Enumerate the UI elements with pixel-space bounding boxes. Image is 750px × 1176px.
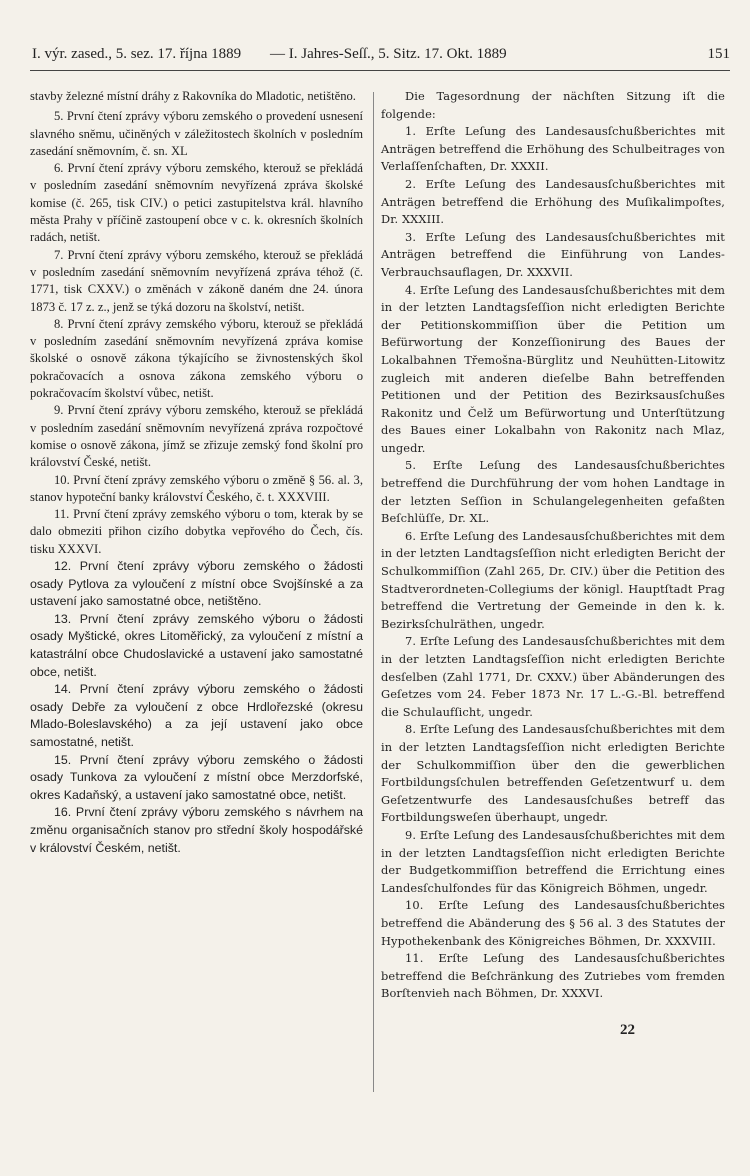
paragraph: 8. První čtení zprávy zemského výboru, kterouž se překládá v posledním zasedání sněmovním nevyřízená zpráva komise školské o osnově zákona týkajícího se živnostenských škol pokračovacích a osnova zákona zemského výboru o pokračovacím školství vůbec, netišt. xyxy=(30,316,363,401)
paragraph: 13. První čtení zprávy zemského výboru o žádosti osady Myštické, okres Litoměřický, za vyloučení z místní a katastrální obce Chudoslavické a ustavení jako samostatné obce, netišt. xyxy=(30,611,363,679)
paragraph: 1. Erſte Leſung des Landesausſchußberichtes mit Anträgen betreffend die Erhöhung des Schulbeitrages von Verlaſſenſchaften, Dr. XXXII. xyxy=(381,124,725,174)
paragraph: 6. První čtení zprávy výboru zemského, kterouž se překládá v posledním zasedání sněmovním nevyřízená zpráva školské komise (č. 265, tisk CIV.) o petici zastupitelstva král. hlavního města Prahy v příčině zastoupení obce v c. k. okresních školních radách, netišt. xyxy=(30,161,363,245)
paragraph: 10. Erſte Leſung des Landesausſchußberichtes betreffend die Abänderung des § 56 al. 3 des Statutes der Hypothekenbank des Königreiches Böhmen, Dr. XXXVIII. xyxy=(381,898,725,948)
paragraph: 12. První čtení zprávy výboru zemského o žádosti osady Pytlova za vyloučení z místní obce Svojšínské a za ustavení jako samostatné obce, netištěno. xyxy=(30,559,363,609)
paragraph: 5. První čtení zprávy výboru zemského o provedení usnesení slavného sněmu, učiněných v záležitostech školních v posledním zasedání sněmovním, č. sn. XL xyxy=(30,109,363,158)
paragraph: 5. Erſte Leſung des Landesausſchußberichtes betreffend die Durchführung der vom hohen Landtage in der letzten Seſſion in Schulangelegenheiten gefaßten Beſchlüſſe, Dr. XL. xyxy=(381,458,725,526)
paragraph: 14. První čtení zprávy výboru zemského o žádosti osady Debře za vyloučení z obce Hrdlořezské (okresu Mlado-Boleslavského) a za její ustavení jako obce samostatné, netišt. xyxy=(30,682,363,749)
paragraph: 15. První čtení zprávy výboru zemského o žádosti osady Tunkova za vyloučení z místní obce Merzdorfské, okres Kadaňský, a ustavení jako samostatné obce, netišt. xyxy=(30,752,363,802)
header-german-text: I. Jahres-Seſſ., 5. Sitz. 17. Okt. 1889 xyxy=(288,46,507,62)
paragraph: stavby železné místní dráhy z Rakovníka do Mladotic, netištěno. xyxy=(30,89,356,103)
column-divider xyxy=(373,92,374,1092)
page-number: 151 xyxy=(707,46,730,62)
signature-number: 22 xyxy=(620,1022,635,1038)
running-header xyxy=(30,44,730,71)
header-czech: I. výr. zased., 5. sez. 17. října 1889 xyxy=(32,46,242,62)
paragraph: 7. První čtení zprávy výboru zemského, kterouž se překládá v posledním zasedání sněmovním nevyřízená zpráva téhož (č. 1771, tisk CXXV.) o změnách v zákoně daném dne 24. února 1873 č. 17 z. z., jenž se týká dozoru na školství, netišt. xyxy=(30,247,363,314)
paragraph: 16. První čtení zprávy výboru zemského s návrhem na změnu organisačních stanov pro střední školy hospodářské v království Českém, netišt. xyxy=(30,805,363,855)
czech-column xyxy=(30,88,363,857)
paragraph: Die Tagesordnung der nächſten Sitzung iſt die folgende: xyxy=(381,89,725,121)
paragraph: 4. Erſte Leſung des Landesausſchußberichtes mit dem in der letzten Landtagsſeſſion nicht erledigten Berichte der Petitionskommiſſion über die Petition um Befürwortung der Konzeſſionirung des Baues der Lokalbahnen Třemošna-Bürglitz und Neuhütten-Litowitz zugleich mit anderen dieſelbe Bahn betreffenden Petitionen und der Petition des Bezirksausſchußes Rakonitz und Čelž um Befürwortung und Unterſtützung des Baues einer Lokalbahn von Rakonitz nach Mlaz, ungedr. xyxy=(381,282,725,455)
paragraph: 11. První čtení zprávy zemského výboru o tom, kterak by se dalo obmeziti přihon cizího dobytka vepřového do Čech, čís. tisku XXXVI. xyxy=(30,507,363,556)
paragraph: 2. Erſte Leſung des Landesausſchußberichtes mit Anträgen betreffend die Erhöhung des Muſikalimpoſtes, Dr. XXXIII. xyxy=(381,176,725,227)
header-german xyxy=(270,46,507,63)
paragraph: 9. První čtení zprávy výboru zemského, kterouž se překládá v posledním zasedání sněmovním nevyřízená zpráva rozpočtové komise o osnově zákona, jímž se zřizuje zemský fond školní pro království České, netišt. xyxy=(30,403,363,470)
paragraph: 11. Erſte Leſung des Landesausſchußberichtes betreffend die Beſchränkung des Zutriebes vom fremden Borſtenvieh nach Böhmen, Dr. XXXVI. xyxy=(381,951,725,1001)
paragraph: 3. Erſte Leſung des Landesausſchußberichtes mit Anträgen betreffend die Einführung von Landes-Verbrauchsauflagen, Dr. XXXVII. xyxy=(381,229,725,279)
header-separator: — xyxy=(270,46,285,62)
paragraph: 10. První čtení zprávy zemského výboru o změně § 56. al. 3, stanov hypoteční banky království Českého, č. t. XXXVIII. xyxy=(30,472,363,504)
paragraph: 9. Erſte Leſung des Landesausſchußberichtes mit dem in der letzten Landtagsſeſſion nicht erledigten Berichte der Budgetkommiſſion betreffend die Errichtung eines Landesſchulfondes für das Königreich Böhmen, ungedr. xyxy=(381,827,725,895)
german-column xyxy=(381,88,725,1003)
paragraph: 7. Erſte Leſung des Landesausſchußberichtes mit dem in der letzten Landtagsſeſſion nicht erledigten Berichte desſelben (Zahl 1771, Dr. CXXV.) über Abänderungen des Geſetzes vom 24. Feber 1873 Nr. 17 L.-G.-Bl. betreffend die Schulaufſicht, ungedr. xyxy=(381,634,725,719)
paragraph: 8. Erſte Leſung des Landesausſchußberichtes mit dem in der letzten Landtagsſeſſion nicht erledigten Berichte der Schulkommiſſion über den die gewerblichen Fortbildungsſchulen betreffenden Geſetzentwurf u. dem Geſetzentwurfe des Landesausſchußes betreff das Fortbildungsweſen überhaupt, ungedr. xyxy=(381,722,725,825)
paragraph: 6. Erſte Leſung des Landesausſchußberichtes mit dem in der letzten Landtagsſeſſion nicht erledigten Bericht der Schulkommiſſion (Zahl 265, Dr. CIV.) über die Petition des Stadtverordneten-Collegiums der königl. Hauptſtadt Prag betreffend die Vertretung der Gemeinde in den k. k. Bezirksſchulräthen, ungedr. xyxy=(381,528,725,631)
